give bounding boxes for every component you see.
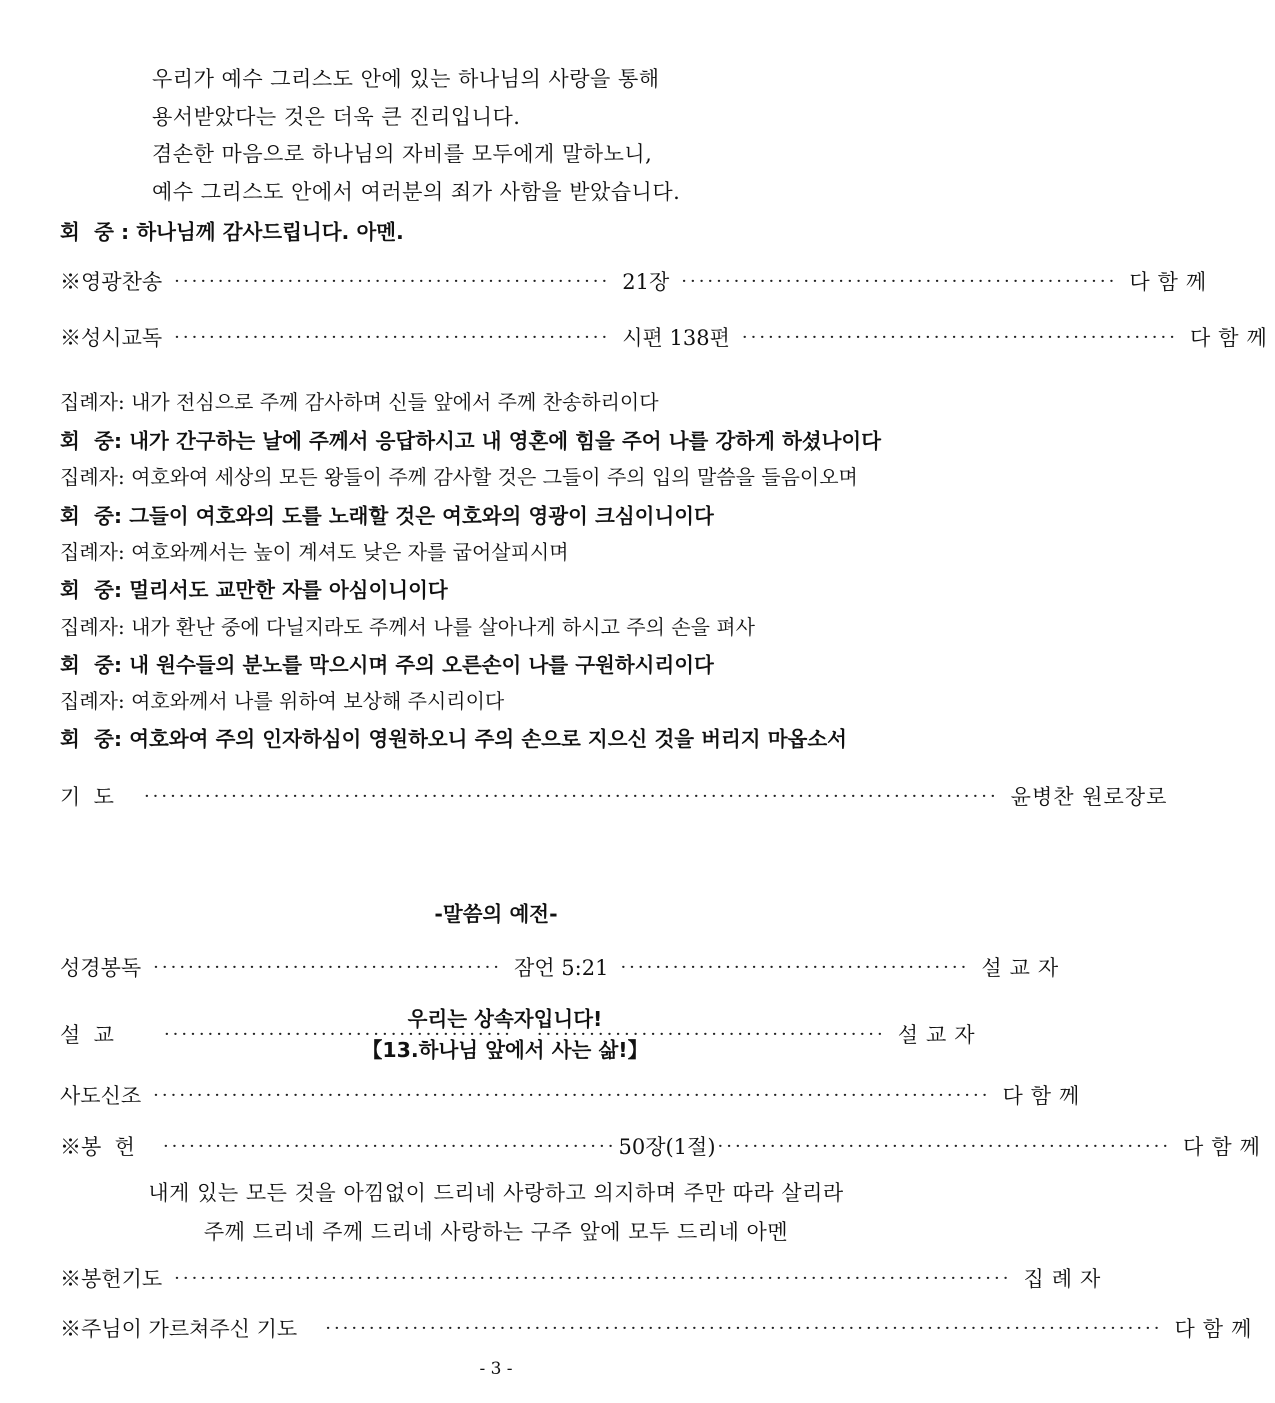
intro-line-3: 겸손한 마음으로 하나님의 자비를 모두에게 말하노니, <box>152 142 653 166</box>
offering-prayer-label: ※봉헌기도 <box>60 1267 163 1291</box>
order-item-offering <box>60 1131 1268 1161</box>
leader-dots: ···················································· <box>717 1135 1172 1157</box>
responsive-line: 집례자: 여호와께서 나를 위하여 보상해 주시리이다 <box>60 689 505 713</box>
prayer-who: 윤병찬 원로장로 <box>1010 785 1168 809</box>
leader-dots: ···················································· <box>162 1135 617 1157</box>
order-item-scripture <box>60 952 1067 982</box>
sermon-who: 설교자 <box>897 1023 983 1047</box>
page-number: - 3 - <box>479 1359 513 1379</box>
leader-dots: ·································································································· <box>143 785 999 807</box>
scripture-label: 성경봉독 <box>60 956 142 980</box>
intro-line-1: 우리가 예수 그리스도 안에 있는 하나님의 사랑을 통해 <box>152 67 660 91</box>
leader-dots: ········································ <box>536 1023 886 1045</box>
order-item-reading <box>60 322 1275 352</box>
responsive-line: 집례자: 내가 환난 중에 다닐지라도 주께서 나를 살아나게 하시고 주의 손을 펴사 <box>60 615 755 639</box>
order-item-lords-prayer <box>60 1313 1260 1343</box>
responsive-line: 회 중: 여호와여 주의 인자하심이 영원하오니 주의 손으로 지으신 것을 버리지 마옵소서 <box>60 727 847 751</box>
leader-dots: ·················································· <box>681 270 1118 292</box>
order-item-offering-prayer <box>60 1263 1109 1293</box>
creed-who: 다함께 <box>1002 1084 1088 1108</box>
leader-dots: ································································································ <box>325 1317 1163 1339</box>
order-item-creed <box>60 1080 1088 1110</box>
offering-who: 다함께 <box>1183 1135 1268 1159</box>
sermon-title: 우리는 상속자입니다! <box>407 1007 603 1031</box>
leader-dots: ·················································· <box>174 270 611 292</box>
leader-dots: ········································ <box>153 956 503 978</box>
lords-prayer-label: ※주님이 가르쳐주신 기도 <box>60 1317 298 1341</box>
leader-dots: ········································ <box>163 1023 513 1045</box>
lords-prayer-who: 다함께 <box>1174 1317 1260 1341</box>
creed-label: 사도신조 <box>60 1084 142 1108</box>
responsive-line: 회 중: 내가 간구하는 날에 주께서 응답하시고 내 영혼에 힘을 주어 나를 강하게 하셨나이다 <box>60 429 882 453</box>
section-title: -말씀의 예전- <box>434 902 558 926</box>
hymn-label: ※영광찬송 <box>60 270 163 294</box>
leader-dots: ································································································ <box>153 1084 991 1106</box>
scripture-passage: 잠언 5:21 <box>514 956 609 980</box>
sermon-subtitle: 【13.하나님 앞에서 사는 삶!】 <box>361 1038 649 1062</box>
sermon-label: 설 교 <box>60 1023 114 1047</box>
responsive-line: 집례자: 여호와여 세상의 모든 왕들이 주께 감사할 것은 그들이 주의 입의 말씀을 들음이오며 <box>60 465 858 489</box>
prayer-label: 기 도 <box>60 785 114 809</box>
reading-passage: 시편 138편 <box>622 326 730 350</box>
offering-lyric-1: 내게 있는 모든 것을 아낌없이 드리네 사랑하고 의지하며 주만 따라 살리라 <box>148 1181 844 1205</box>
offering-hymn: 50장(1절) <box>618 1135 716 1159</box>
congregation-response: 회 중 : 하나님께 감사드립니다. 아멘. <box>60 220 404 244</box>
leader-dots: ·················································· <box>174 326 611 348</box>
offering-label: ※봉 헌 <box>60 1135 135 1159</box>
reading-who: 다함께 <box>1189 326 1275 350</box>
leader-dots: ········································ <box>620 956 970 978</box>
responsive-line: 회 중: 내 원수들의 분노를 막으시며 주의 오른손이 나를 구원하시리이다 <box>60 653 714 677</box>
offering-lyric-2: 주께 드리네 주께 드리네 사랑하는 구주 앞에 모두 드리네 아멘 <box>203 1220 789 1244</box>
leader-dots: ·················································· <box>741 326 1178 348</box>
responsive-line: 회 중: 그들이 여호와의 도를 노래할 것은 여호와의 영광이 크심이니이다 <box>60 504 714 528</box>
hymn-number: 21장 <box>622 270 670 294</box>
responsive-line: 집례자: 여호와께서는 높이 계셔도 낮은 자를 굽어살피시며 <box>60 540 569 564</box>
reading-label: ※성시교독 <box>60 326 163 350</box>
intro-line-4: 예수 그리스도 안에서 여러분의 죄가 사함을 받았습니다. <box>152 180 681 204</box>
scripture-who: 설교자 <box>981 956 1067 980</box>
responsive-line: 집례자: 내가 전심으로 주께 감사하며 신들 앞에서 주께 찬송하리이다 <box>60 390 659 414</box>
responsive-line: 회 중: 멀리서도 교만한 자를 아심이니이다 <box>60 578 448 602</box>
order-item-prayer <box>60 781 1168 811</box>
leader-dots: ································································································ <box>174 1267 1012 1289</box>
offering-prayer-who: 집례자 <box>1023 1267 1109 1291</box>
hymn-who: 다함께 <box>1129 270 1215 294</box>
order-item-hymn <box>60 266 1215 296</box>
intro-line-2: 용서받았다는 것은 더욱 큰 진리입니다. <box>152 105 521 129</box>
sermon-title-block <box>340 1004 670 1066</box>
